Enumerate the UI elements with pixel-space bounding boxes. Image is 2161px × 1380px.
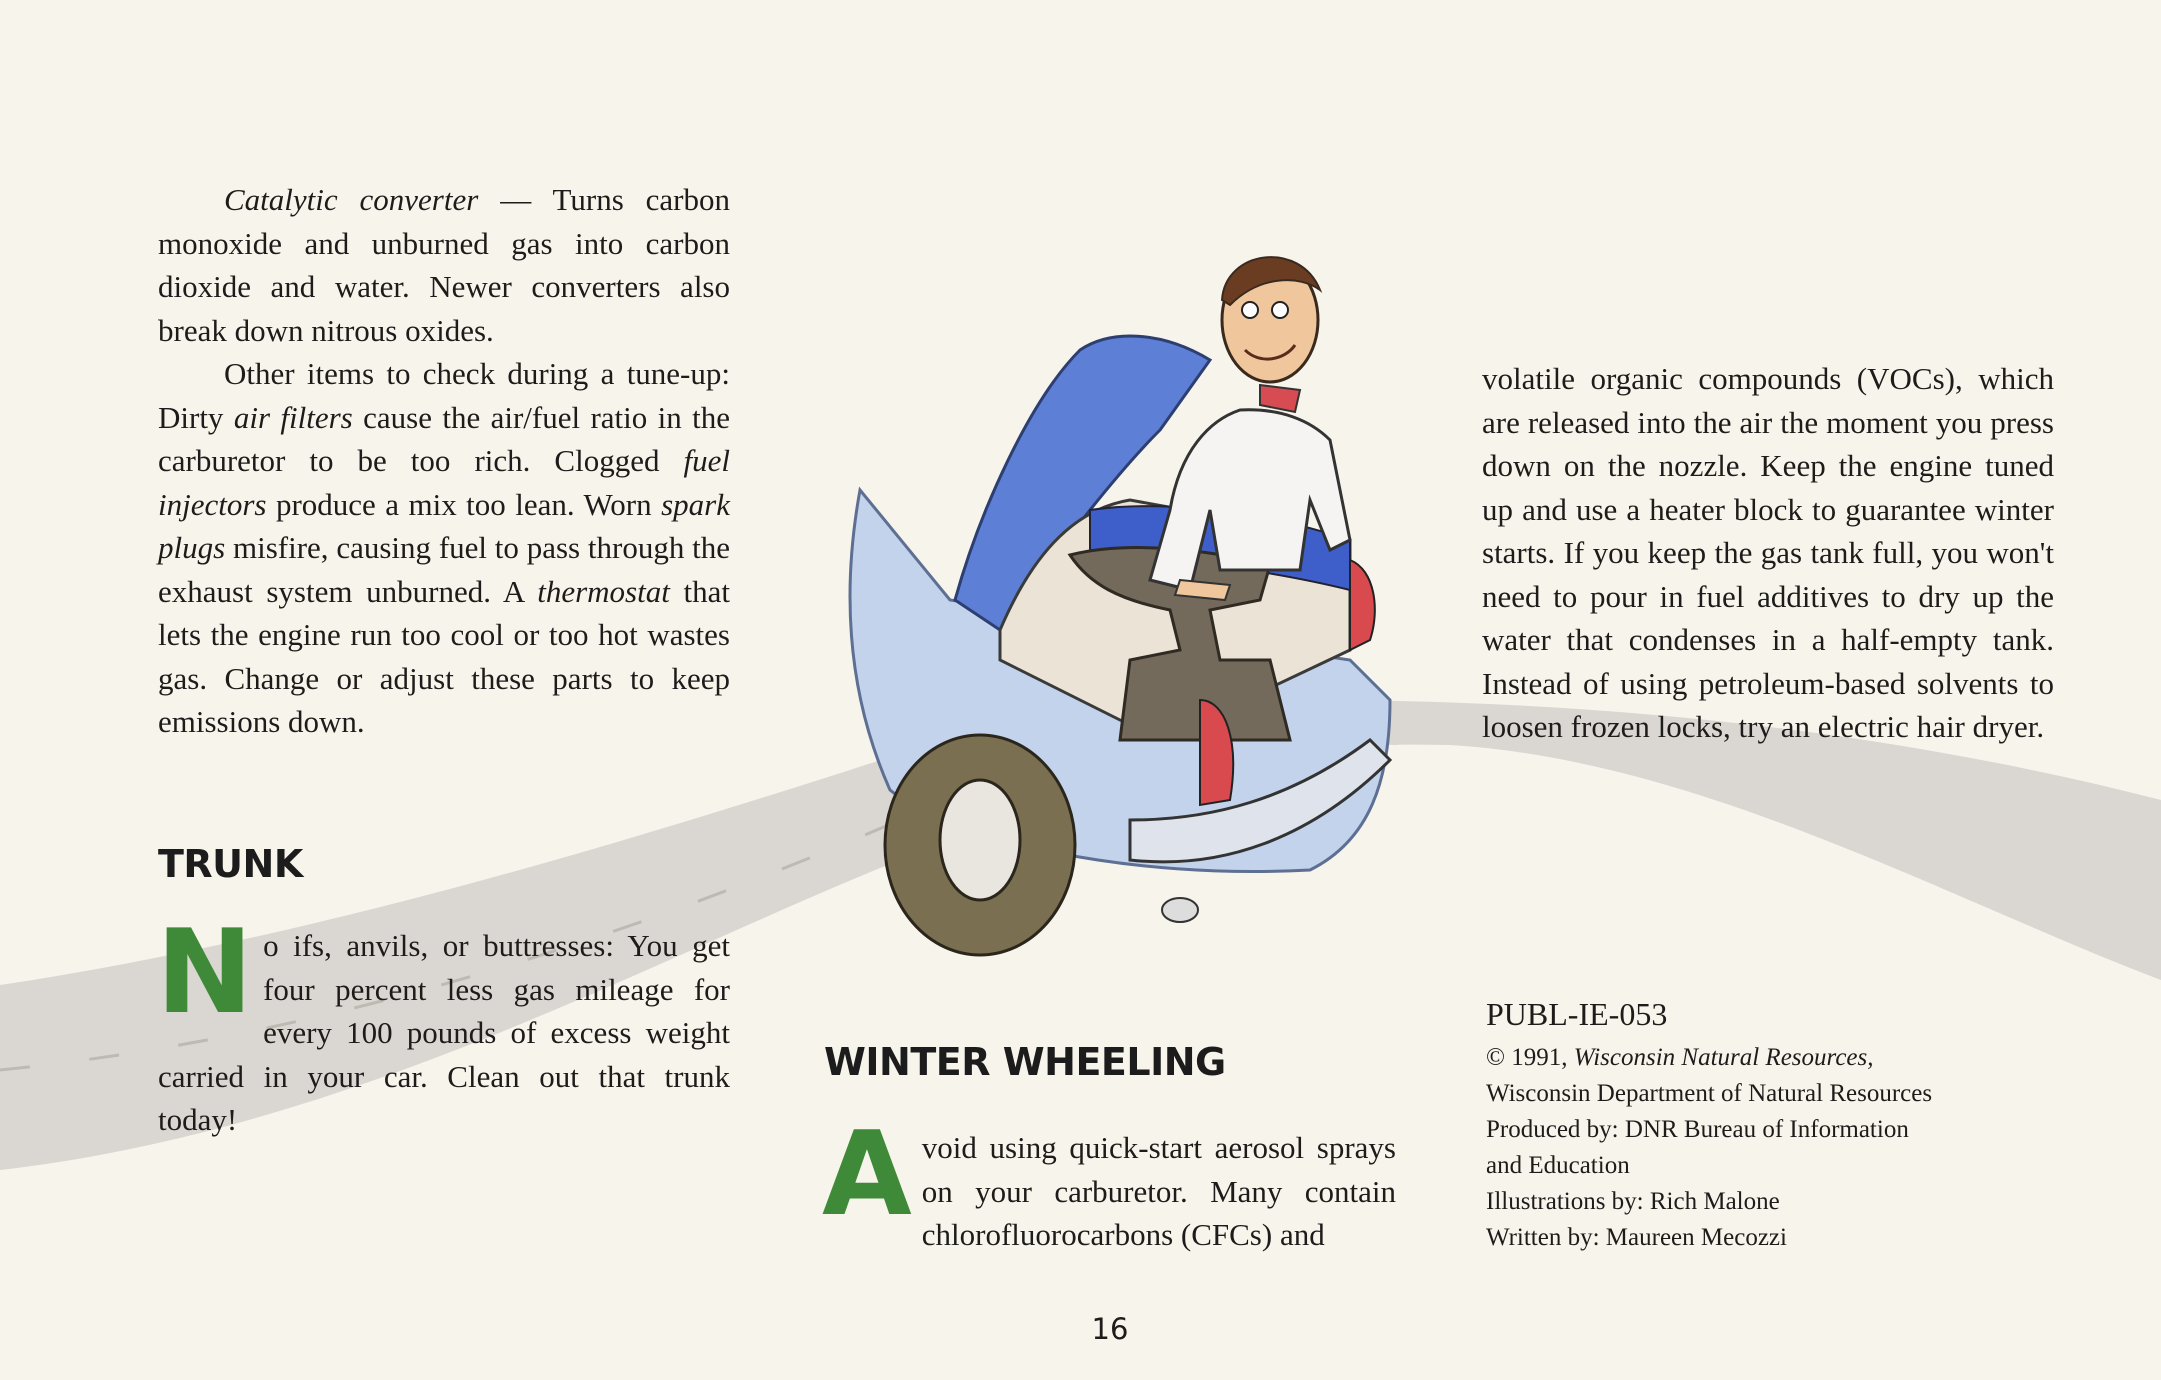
publication-credits (1486, 992, 2046, 1256)
produced-by-line: Produced by: DNR Bureau of Information (1486, 1116, 1909, 1143)
written-by-credit: Written by: Maureen Mecozzi (1486, 1224, 1787, 1251)
tune-up-paragraph: Other items to check during a tune-up: Dirty air filters cause the air/fuel ratio in the carburetor to be too rich. Clogged fuel injectors produce a mix too lean. Worn spark plugs misfire, causing fuel to pass through the exhaust system unburned. A thermostat that lets the engine run too cool or too hot wastes gas. Change or adjust these parts to keep emissions down. (158, 356, 731, 739)
left-column (158, 178, 730, 744)
winter-section (822, 1107, 1396, 1257)
winter-paragraph: Avoid using quick-start aerosol sprays on your carburetor. Many contain chlorofluorocarbons (CFCs) and (822, 1107, 1396, 1252)
illustrations-credit: Illustrations by: Rich Malone (1486, 1188, 1780, 1215)
page-number: 16 (1091, 1312, 1129, 1346)
department-line: Wisconsin Department of Natural Resources (1486, 1080, 1933, 1107)
winter-wheeling-heading: WINTER WHEELING (824, 1040, 1226, 1084)
catalytic-converter-paragraph: Catalytic converter — Turns carbon monoxide and unburned gas into carbon dioxide and water. Newer converters also break down nitrous oxides. (158, 182, 730, 348)
copyright-line: © 1991, Wisconsin Natural Resources, (1486, 1044, 1874, 1071)
produced-by-line-2: and Education (1486, 1152, 1630, 1179)
winter-dropcap: A (822, 1107, 912, 1242)
right-column (1482, 357, 2054, 749)
right-column-paragraph: volatile organic compounds (VOCs), which are released into the air the moment you press down on the nozzle. Keep the engine tuned up and use a heater block to guarantee winter starts. If you keep the gas tank full, you won't need to pour in fuel additives to dry up the water that condenses in a half-empty tank. Instead of using petroleum-based solvents to loosen frozen locks, try an electric hair dryer. (1482, 361, 2054, 744)
trunk-dropcap: N (156, 905, 254, 1040)
anvil-trunk-illustration (830, 180, 1430, 960)
publication-number: PUBL-IE-053 (1486, 996, 1668, 1032)
trunk-section (156, 905, 730, 1142)
trunk-heading: TRUNK (158, 842, 303, 886)
trunk-paragraph: No ifs, anvils, or buttresses: You get four percent less gas mileage for every 100 pounds of excess weight carried in your car. Clean out that trunk today! (156, 905, 730, 1137)
